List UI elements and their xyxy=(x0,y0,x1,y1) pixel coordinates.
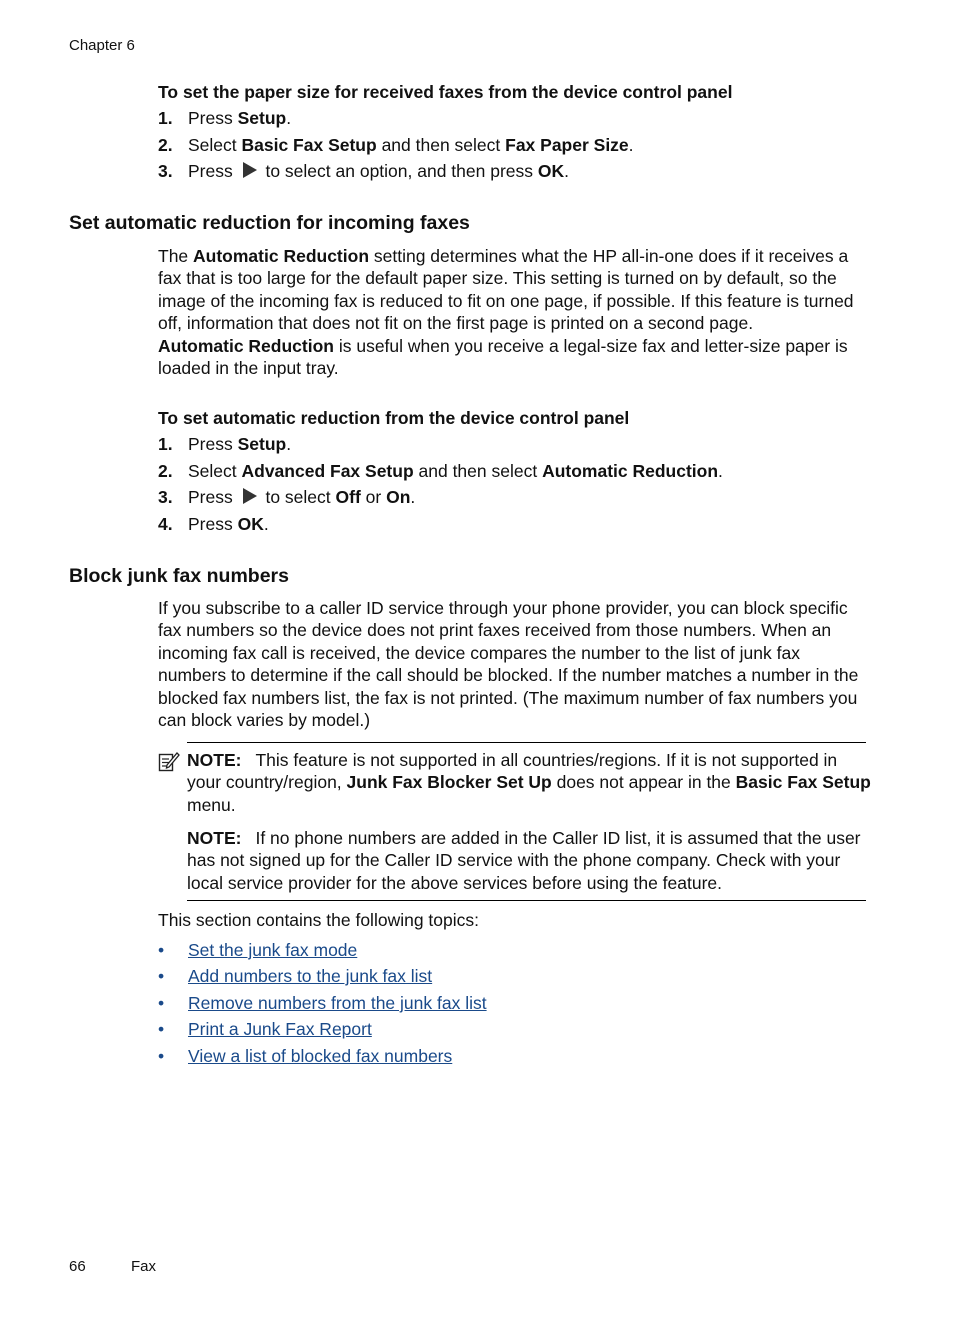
step-number: 2. xyxy=(158,461,173,481)
topics-intro: This section contains the following topics: xyxy=(158,910,479,930)
step-paper-size-3 xyxy=(158,161,569,182)
junk-fax-description xyxy=(158,597,870,731)
note-text: This feature is not supported in all countries/regions. If it is not supported in your country/region, xyxy=(187,750,838,793)
section-title-auto-reduction: Set automatic reduction for incoming faxes xyxy=(69,212,470,234)
note-text: does not appear in the xyxy=(551,772,736,793)
note-block-1 xyxy=(187,749,871,816)
link-view-blocked-numbers[interactable]: View a list of blocked fax numbers xyxy=(188,1046,453,1066)
page-number: 66 xyxy=(69,1258,86,1275)
auto-reduction-description xyxy=(158,245,870,379)
step-bold: OK xyxy=(537,161,565,181)
step-auto-reduction-3 xyxy=(158,487,415,508)
procedure-heading-auto-reduction: To set automatic reduction from the device control panel xyxy=(158,408,630,428)
bold-text: Automatic Reduction xyxy=(158,335,334,356)
note-pencil-icon xyxy=(158,750,180,772)
step-paper-size-2 xyxy=(158,135,634,156)
step-auto-reduction-4 xyxy=(158,514,269,535)
step-text: Press xyxy=(188,108,238,128)
list-item[interactable] xyxy=(158,993,487,1014)
step-text: . xyxy=(286,434,292,454)
step-auto-reduction-2 xyxy=(158,461,723,482)
bullet: • xyxy=(158,1046,165,1066)
step-text: to select an option, and then press xyxy=(260,161,538,181)
procedure-heading-paper-size: To set the paper size for received faxes from the device control panel xyxy=(158,82,733,102)
note-bottom-rule xyxy=(187,900,866,901)
bullet: • xyxy=(158,993,165,1013)
link-print-junk-fax-report[interactable]: Print a Junk Fax Report xyxy=(188,1019,372,1039)
note-bold: Junk Fax Blocker Set Up xyxy=(346,772,552,793)
step-text: and then select xyxy=(413,461,543,481)
step-bold: OK xyxy=(237,514,264,534)
paragraph: If you subscribe to a caller ID service through your phone provider, you can block specific fax numbers so the device does not print faxes received from those numbers. When an incoming fax call is received, the device compares the number to the list of junk fax numbers to determine if the call should be blocked. If the number matches a number in the blocked fax numbers list, the fax is not printed. (The maximum number of fax numbers you can block varies by model.) xyxy=(158,598,859,731)
footer-section: Fax xyxy=(131,1258,157,1275)
right-arrow-icon xyxy=(243,162,257,178)
step-number: 1. xyxy=(158,434,173,454)
step-bold: Advanced Fax Setup xyxy=(241,461,414,481)
list-item[interactable] xyxy=(158,966,432,987)
step-text: . xyxy=(564,161,569,181)
paragraph xyxy=(158,245,870,335)
link-set-junk-fax-mode[interactable]: Set the junk fax mode xyxy=(188,940,358,960)
step-number: 3. xyxy=(158,161,173,181)
step-number: 1. xyxy=(158,108,173,128)
step-paper-size-1 xyxy=(158,108,291,129)
bullet: • xyxy=(158,1019,165,1039)
step-text: . xyxy=(286,108,292,128)
note-top-rule xyxy=(187,742,866,743)
text: setting determines what the HP all-in-one does if it receives a fax that is too large for the default paper size. This setting is turned on by default, so the image of the incoming fax is reduced to fit on one page, if possible. If this feature is turned off, information that does not fit on the first page is printed on a second page. xyxy=(158,246,854,334)
section-title-block-junk-fax: Block junk fax numbers xyxy=(69,565,289,587)
step-number: 2. xyxy=(158,135,173,155)
note-block-2 xyxy=(187,827,871,894)
step-number: 4. xyxy=(158,514,173,534)
step-text: . xyxy=(628,135,634,155)
link-remove-numbers[interactable]: Remove numbers from the junk fax list xyxy=(188,993,487,1013)
list-item[interactable] xyxy=(158,1019,372,1040)
step-auto-reduction-1 xyxy=(158,434,291,455)
bullet: • xyxy=(158,940,165,960)
step-text: Select xyxy=(188,461,242,481)
step-text: and then select xyxy=(376,135,506,155)
text: is useful when you receive a legal-size fax and letter-size paper is loaded in the input tray. xyxy=(158,335,848,379)
note-label: NOTE: xyxy=(187,828,242,848)
paragraph xyxy=(158,335,870,380)
list-item[interactable] xyxy=(158,940,357,961)
note-label: NOTE: xyxy=(187,750,242,770)
step-bold: Off xyxy=(335,487,361,507)
step-bold: Automatic Reduction xyxy=(542,461,719,481)
step-text: Select xyxy=(188,135,242,155)
step-bold: Setup xyxy=(237,434,287,454)
bold-text: Automatic Reduction xyxy=(193,246,370,266)
step-text: Press xyxy=(188,514,238,534)
step-bold: On xyxy=(386,487,411,507)
step-text: Press xyxy=(188,434,238,454)
step-number: 3. xyxy=(158,487,173,507)
step-text: . xyxy=(263,514,269,534)
note-bold: Basic Fax Setup xyxy=(735,772,871,793)
text: The xyxy=(158,246,194,266)
step-text: Press xyxy=(188,161,238,181)
right-arrow-icon xyxy=(243,488,257,504)
step-bold: Basic Fax Setup xyxy=(241,135,377,155)
step-bold: Fax Paper Size xyxy=(505,135,629,155)
step-text: . xyxy=(718,461,723,481)
step-text: to select xyxy=(260,487,336,507)
chapter-label: Chapter 6 xyxy=(69,37,135,54)
step-text: . xyxy=(410,487,416,507)
note-text: If no phone numbers are added in the Caller ID list, it is assumed that the user has not signed up for the Caller ID service with the phone company. Check with your local service provider for the above services before using the feature. xyxy=(187,828,861,893)
bullet: • xyxy=(158,966,165,986)
step-text: Press xyxy=(188,487,238,507)
note-text: menu. xyxy=(187,794,236,815)
list-item[interactable] xyxy=(158,1046,452,1067)
step-text: or xyxy=(360,487,387,507)
step-bold: Setup xyxy=(237,108,287,128)
link-add-numbers[interactable]: Add numbers to the junk fax list xyxy=(188,966,433,986)
